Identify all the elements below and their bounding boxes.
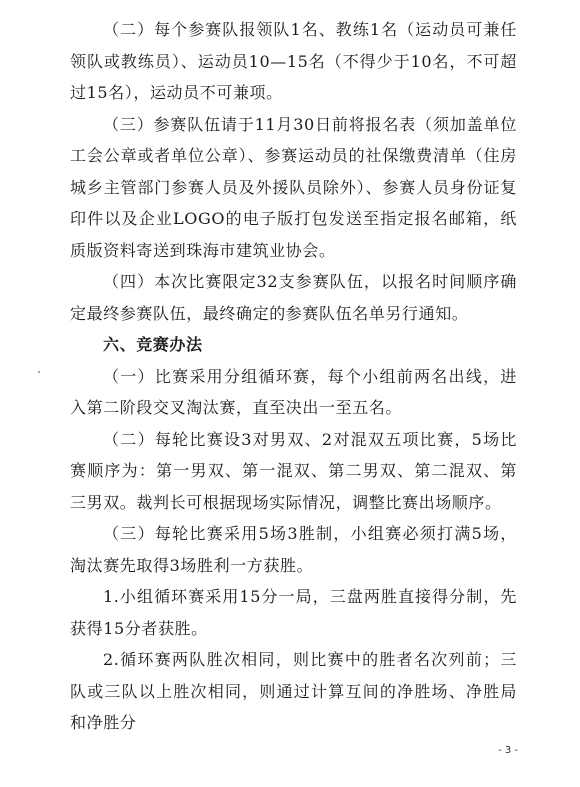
scan-speck	[38, 371, 40, 373]
paragraph-best-of-five: （三）每轮比赛采用5场3胜制，小组赛必须打满5场，淘汰赛先取得3场胜利一方获胜。	[70, 524, 517, 575]
paragraph-registration-staff: （二）每个参赛队报领队1名、教练1名（运动员可兼任领队或教练员）、运动员10—15名（不得少于10名，不可超过15名），运动员不可兼项。	[70, 20, 517, 102]
paragraph-rule-1: 1.小组循环赛采用15分一局，三盘两胜直接得分制，先获得15分者获胜。	[70, 587, 517, 638]
paragraph-team-limit: （四）本次比赛限定32支参赛队伍，以报名时间顺序确定最终参赛队伍，最终确定的参赛队伍名单另行通知。	[70, 272, 517, 323]
paragraph-match-order: （二）每轮比赛设3对男双、2对混双五项比赛，5场比赛顺序为：第一男双、第一混双、第二男双、第二混双、第三男双。裁判长可根据现场实际情况，调整比赛出场顺序。	[70, 429, 517, 512]
paragraph-group-round-robin: （一）比赛采用分组循环赛，每个小组前两名出线，进入第二阶段交叉淘汰赛，直至决出一至五名。	[70, 366, 517, 417]
section-heading-competition-method: 六、竞赛办法	[103, 335, 203, 354]
paragraph-registration-deadline: （三）参赛队伍请于11月30日前将报名表（须加盖单位工会公章或者单位公章）、参赛运动员的社保缴费清单（住房城乡主管部门参赛人员及外援队员除外）、参赛人员身份证复印件以及企业LOGO的电子版打包发送至指定报名邮箱，纸质版资料寄送到珠海市建筑业协会。	[70, 114, 517, 260]
page-number: - 3 -	[498, 745, 518, 756]
paragraph-rule-2: 2.循环赛两队胜次相同，则比赛中的胜者名次列前；三队或三队以上胜次相同，则通过计算互间的净胜场、净胜局和净胜分	[70, 650, 517, 732]
document-body	[70, 14, 517, 739]
